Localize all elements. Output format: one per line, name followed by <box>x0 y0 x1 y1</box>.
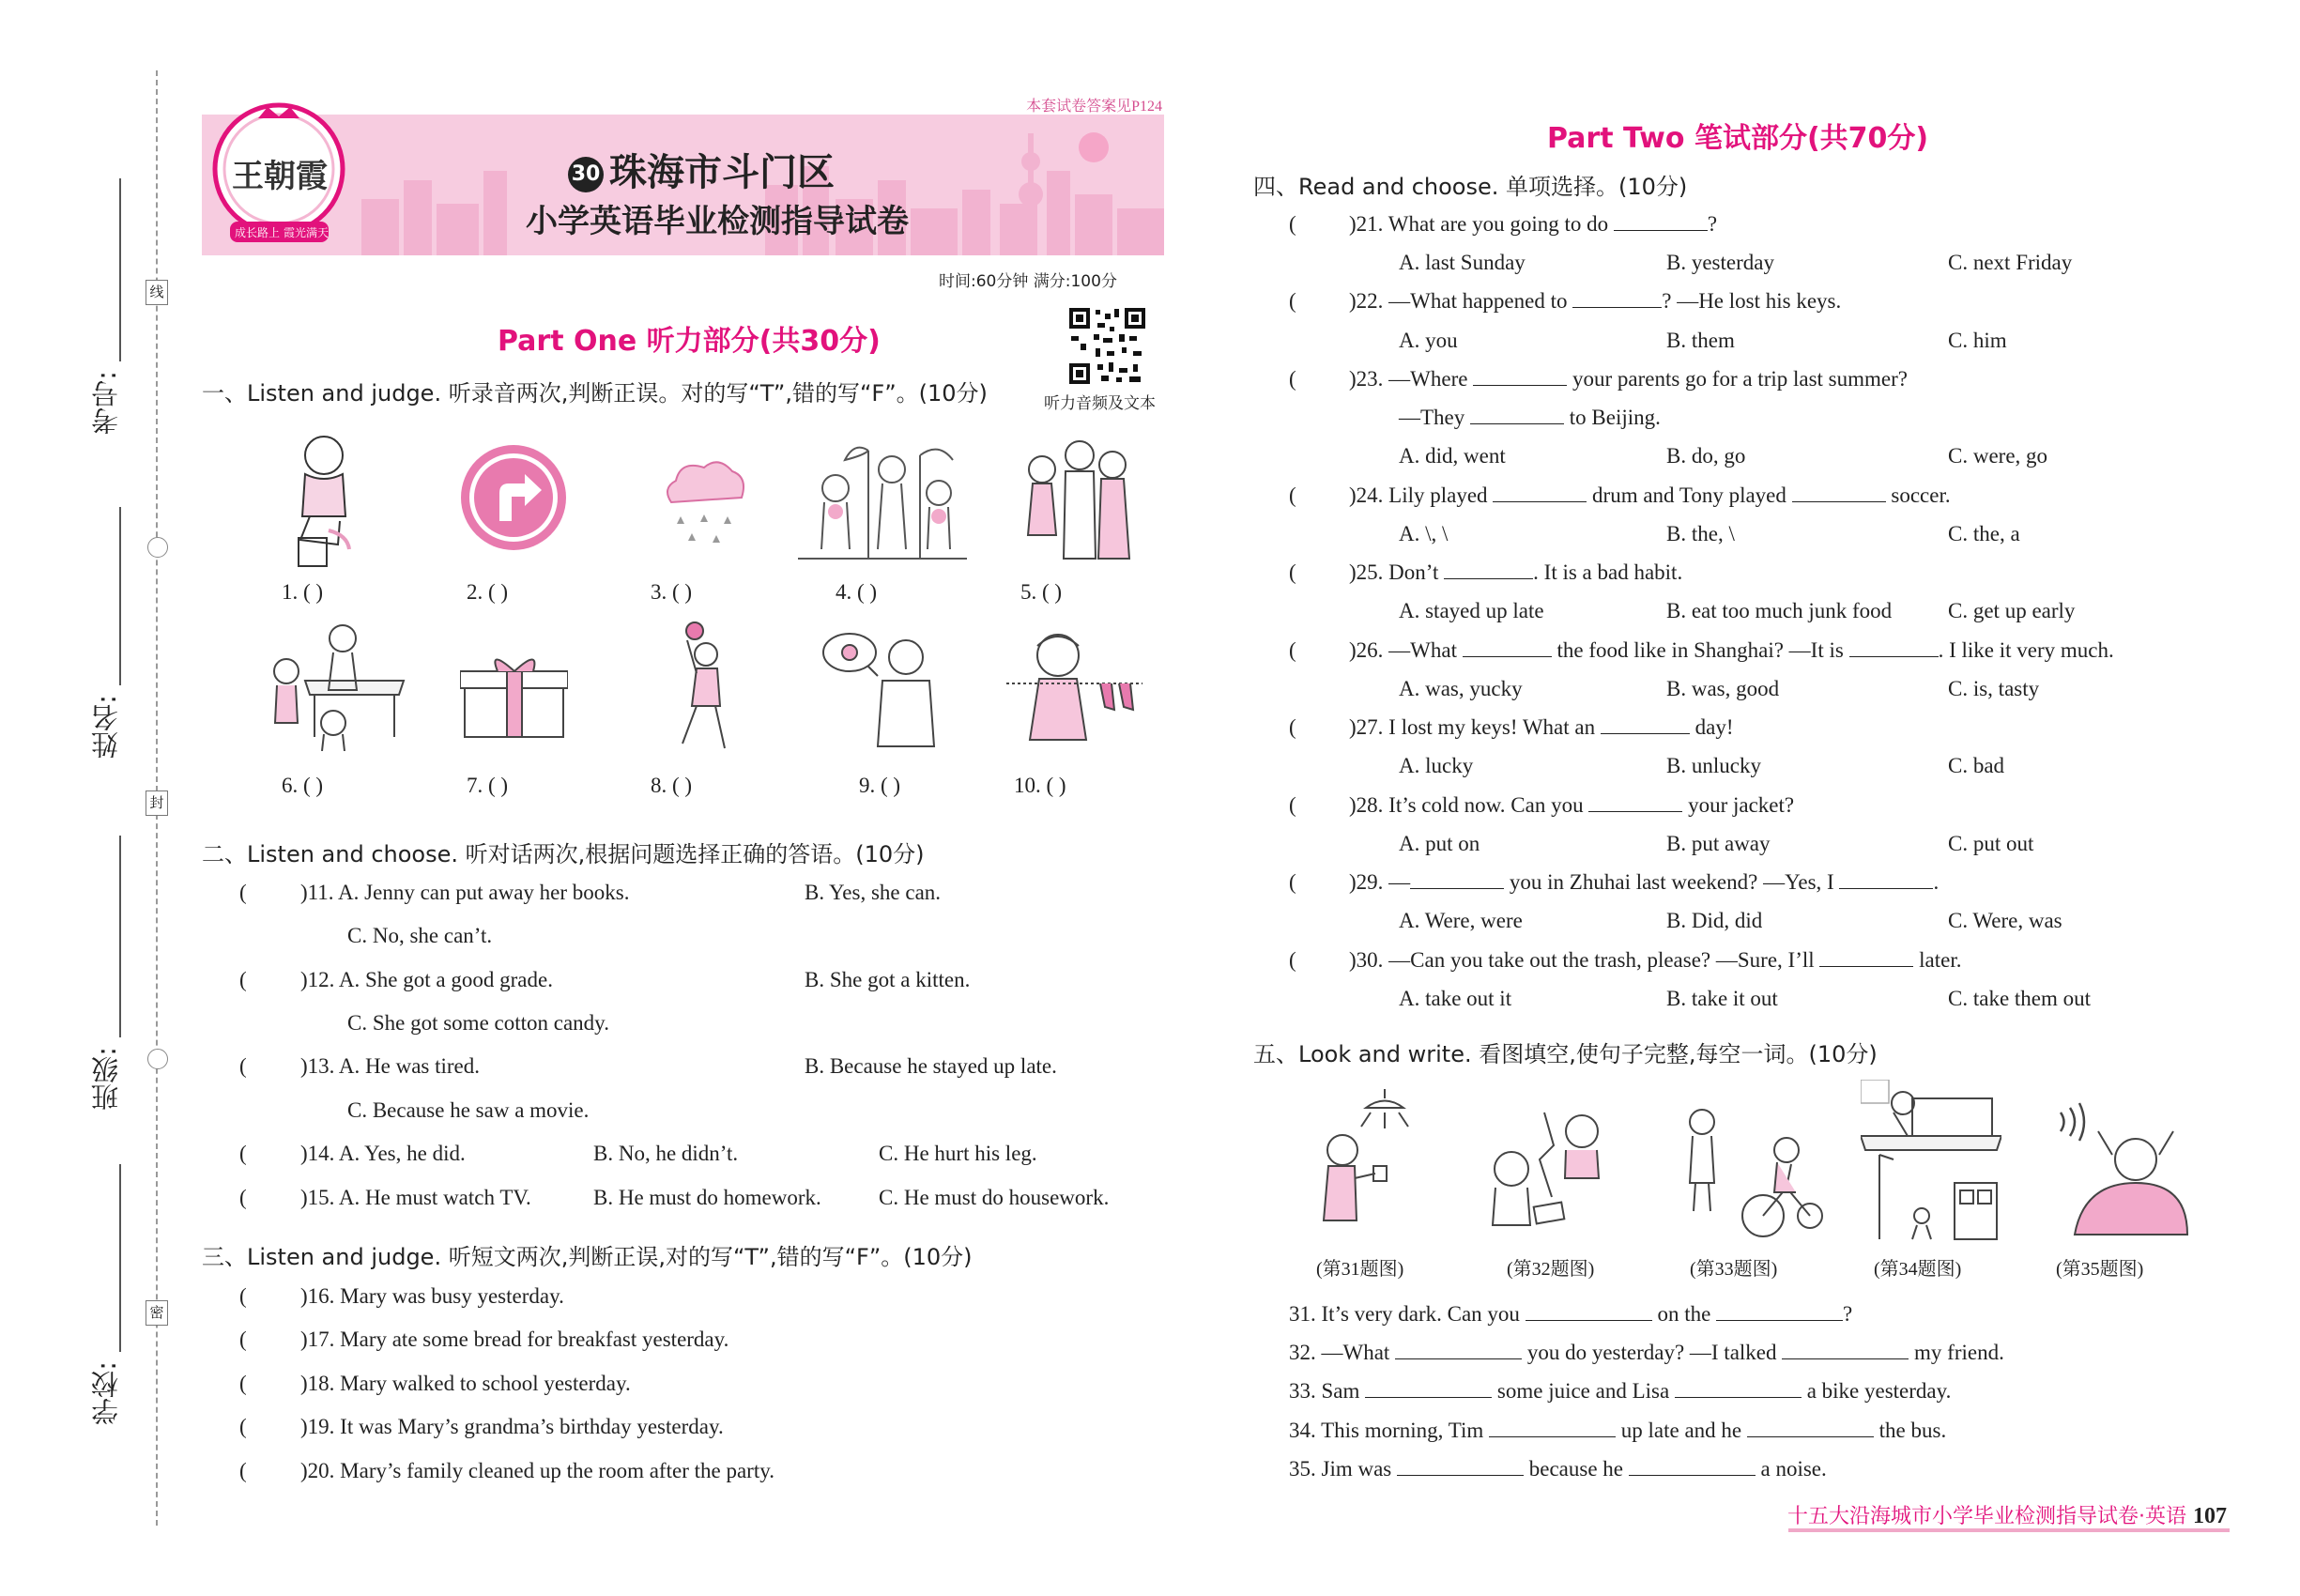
q23-paren[interactable]: ( <box>1289 367 1296 391</box>
q23-blank-2[interactable] <box>1470 406 1564 424</box>
children-planting-trees-picture <box>798 437 967 568</box>
binding-hole <box>147 537 168 558</box>
q21-stem: )21. What are you going to do ? <box>1349 212 1718 236</box>
q25-stem: )25. Don’t . It is a bad habit. <box>1349 560 1683 584</box>
caption-q35: (第35题图) <box>2056 1259 2144 1280</box>
school-label: 学校: <box>90 1361 122 1425</box>
brand-logo <box>211 101 347 252</box>
caption-q33: (第33题图) <box>1690 1259 1778 1280</box>
q33-blank-2[interactable] <box>1675 1379 1802 1398</box>
q28-stem: )28. It’s cold now. Can you your jacket? <box>1349 793 1795 817</box>
q15-option-b: B. He must do homework. <box>593 1186 821 1209</box>
q24-option-c: C. the, a <box>1948 522 2020 545</box>
kids-at-table-picture <box>268 620 408 751</box>
boy-late-bus-picture <box>1861 1080 2001 1244</box>
q24-stem: )24. Lily played drum and Tony played soccer. <box>1349 483 1951 507</box>
q11-option-c: C. No, she can’t. <box>347 924 493 947</box>
q27-paren[interactable]: ( <box>1289 715 1296 739</box>
q26-paren[interactable]: ( <box>1289 638 1296 662</box>
boy-basketball-picture <box>668 622 744 758</box>
q3-label: 3. ( ) <box>651 580 693 604</box>
q33-blank-1[interactable] <box>1365 1379 1492 1398</box>
time-info: 时间:60分钟 满分:100分 <box>939 272 1117 291</box>
q5-label: 5. ( ) <box>1020 580 1063 604</box>
class-label: 班级: <box>90 1047 122 1111</box>
q22-option-c: C. him <box>1948 329 2007 352</box>
footer-text: 十五大沿海城市小学毕业检测指导试卷·英语 <box>1787 1505 2186 1528</box>
q8-label: 8. ( ) <box>651 774 693 797</box>
q29-option-c: C. Were, was <box>1948 909 2062 932</box>
q25-paren[interactable]: ( <box>1289 560 1296 584</box>
q14-option-b: B. No, he didn’t. <box>593 1142 739 1165</box>
q12-option-c: C. She got some cotton candy. <box>347 1011 609 1035</box>
binding-mark-mi: 密 <box>146 1300 168 1326</box>
logo-text: 王朝霞 <box>232 158 328 195</box>
q20-paren[interactable]: ( <box>239 1459 247 1482</box>
q21-option-b: B. yesterday <box>1666 251 1774 274</box>
q14-paren[interactable]: ( <box>239 1142 247 1165</box>
q17-statement: )17. Mary ate some bread for breakfast yesterday. <box>300 1327 729 1351</box>
q28-blank[interactable] <box>1588 793 1682 812</box>
kids-on-phone-picture <box>1479 1103 1610 1239</box>
exam-number-badge: 30 <box>568 157 604 192</box>
section-4-title: 四、Read and choose. 单项选择。(10分) <box>1253 174 1688 200</box>
q24-blank-1[interactable] <box>1493 483 1587 502</box>
q11-option-a: )11. A. Jenny can put away her books. <box>300 881 630 904</box>
boy-scared-noise-picture <box>2056 1094 2192 1239</box>
q20-statement: )20. Mary’s family cleaned up the room after the party. <box>300 1459 774 1482</box>
q24-option-a: A. \, \ <box>1399 522 1449 545</box>
q12-option-a: )12. A. She got a good grade. <box>300 968 553 991</box>
caption-q32: (第32题图) <box>1507 1259 1595 1280</box>
q30-blank[interactable] <box>1819 948 1913 967</box>
q26-option-c: C. is, tasty <box>1948 677 2040 700</box>
q27-option-b: B. unlucky <box>1666 754 1761 777</box>
rain-cloud-picture <box>652 451 756 554</box>
q21-option-a: A. last Sunday <box>1399 251 1526 274</box>
q24-option-b: B. the, \ <box>1666 522 1735 545</box>
id-blank[interactable] <box>119 178 121 361</box>
q26-stem: )26. —What the food like in Shanghai? —It is . I like it very much. <box>1349 638 2114 662</box>
q23-blank-1[interactable] <box>1473 367 1567 386</box>
q32-sentence: 32. —What you do yesterday? —I talked my friend. <box>1289 1341 2004 1364</box>
q13-option-b: B. Because he stayed up late. <box>805 1054 1057 1078</box>
footer <box>1787 1500 2227 1529</box>
q22-option-b: B. them <box>1666 329 1735 352</box>
q33-sentence: 33. Sam some juice and Lisa a bike yesterday. <box>1289 1379 1952 1403</box>
binding-hole <box>147 1049 168 1069</box>
q7-label: 7. ( ) <box>467 774 509 797</box>
page-subtitle: 小学英语毕业检测指导试卷 <box>526 203 909 240</box>
q29-option-b: B. Did, did <box>1666 909 1763 932</box>
caption-q31: (第31题图) <box>1316 1259 1404 1280</box>
q16-paren[interactable]: ( <box>239 1284 247 1308</box>
q27-option-a: A. lucky <box>1399 754 1474 777</box>
q22-paren[interactable]: ( <box>1289 289 1296 313</box>
turn-right-sign-picture <box>457 441 570 554</box>
family-picture <box>1019 432 1136 568</box>
q14-option-c: C. He hurt his leg. <box>879 1142 1037 1165</box>
q23-line2: —They to Beijing. <box>1399 406 1661 429</box>
q23-option-a: A. did, went <box>1399 444 1506 468</box>
q24-paren[interactable]: ( <box>1289 483 1296 507</box>
q31-sentence: 31. It’s very dark. Can you on the ? <box>1289 1302 1853 1326</box>
qr-code[interactable] <box>1067 306 1147 386</box>
q29-blank-2[interactable] <box>1839 870 1933 889</box>
q17-paren[interactable]: ( <box>239 1327 247 1351</box>
q19-statement: )19. It was Mary’s grandma’s birthday yesterday. <box>300 1415 724 1438</box>
binding-mark-xian: 线 <box>146 280 168 305</box>
q34-sentence: 34. This morning, Tim up late and he the bus. <box>1289 1419 1947 1442</box>
q35-blank-1[interactable] <box>1397 1457 1524 1476</box>
girl-with-socks-picture <box>1006 627 1142 754</box>
q28-option-b: B. put away <box>1666 832 1771 855</box>
q13-option-a: )13. A. He was tired. <box>300 1054 481 1078</box>
q29-paren[interactable]: ( <box>1289 870 1296 894</box>
section-2-title: 二、Listen and choose. 听对话两次,根据问题选择正确的答语。(10分) <box>202 841 925 867</box>
part-one-title: Part One 听力部分(共30分) <box>498 325 881 358</box>
q27-blank[interactable] <box>1601 715 1690 734</box>
q23-option-b: B. do, go <box>1666 444 1746 468</box>
q19-paren[interactable]: ( <box>239 1415 247 1438</box>
q24-blank-2[interactable] <box>1792 483 1886 502</box>
q35-sentence: 35. Jim was because he a noise. <box>1289 1457 1827 1481</box>
q23-stem: )23. —Where your parents go for a trip last summer? <box>1349 367 1908 391</box>
q28-paren[interactable]: ( <box>1289 793 1296 817</box>
q26-option-a: A. was, yucky <box>1399 677 1523 700</box>
q29-option-a: A. Were, were <box>1399 909 1523 932</box>
q21-paren[interactable]: ( <box>1289 212 1296 236</box>
page-title: 珠海市斗门区 <box>609 151 835 194</box>
q22-option-a: A. you <box>1399 329 1458 352</box>
q30-paren[interactable]: ( <box>1289 948 1296 972</box>
part-two-title: Part Two 笔试部分(共70分) <box>1547 122 1929 155</box>
name-label: 姓名: <box>90 695 122 759</box>
q35-blank-2[interactable] <box>1629 1457 1756 1476</box>
q29-blank-1[interactable] <box>1410 870 1504 889</box>
q34-blank-1[interactable] <box>1489 1419 1616 1437</box>
girl-light-switch-picture <box>1310 1089 1418 1239</box>
q26-blank-1[interactable] <box>1463 638 1552 657</box>
q34-blank-2[interactable] <box>1747 1419 1874 1437</box>
man-thinking-picture <box>817 624 948 756</box>
section-1-title: 一、Listen and judge. 听录音两次,判断正误。对的写“T”,错的写“F”。(10分) <box>202 380 988 407</box>
logo-tag-2: 霞光满天 <box>284 226 330 239</box>
q2-label: 2. ( ) <box>467 580 509 604</box>
q22-blank[interactable] <box>1572 289 1662 308</box>
q15-option-c: C. He must do housework. <box>879 1186 1110 1209</box>
section-3-title: 三、Listen and judge. 听短文两次,判断正误,对的写“T”,错的写“F”。(10分) <box>202 1244 973 1270</box>
q15-option-a: )15. A. He must watch TV. <box>300 1186 531 1209</box>
qr-label: 听力音频及文本 <box>1044 394 1156 412</box>
caption-q34: (第34题图) <box>1874 1259 1962 1280</box>
q18-paren[interactable]: ( <box>239 1372 247 1395</box>
q30-stem: )30. —Can you take out the trash, please? —Sure, I’ll later. <box>1349 948 1962 972</box>
q26-option-b: B. was, good <box>1666 677 1780 700</box>
q4-label: 4. ( ) <box>836 580 878 604</box>
q27-stem: )27. I lost my keys! What an day! <box>1349 715 1734 739</box>
q14-option-a: )14. A. Yes, he did. <box>300 1142 466 1165</box>
q25-blank[interactable] <box>1444 560 1533 579</box>
logo-tag-1: 成长路上 <box>235 226 281 239</box>
boy-juice-girl-bike-picture <box>1679 1098 1824 1239</box>
q28-option-c: C. put out <box>1948 832 2034 855</box>
q27-option-c: C. bad <box>1948 754 2005 777</box>
q30-option-c: C. take them out <box>1948 987 2092 1010</box>
q25-option-c: C. get up early <box>1948 599 2076 622</box>
q32-blank-2[interactable] <box>1782 1341 1909 1359</box>
q21-option-c: C. next Friday <box>1948 251 2073 274</box>
q21-blank[interactable] <box>1614 212 1708 231</box>
q28-option-a: A. put on <box>1399 832 1480 855</box>
q1-label: 1. ( ) <box>282 580 324 604</box>
school-blank[interactable] <box>119 1164 121 1352</box>
q13-option-c: C. Because he saw a movie. <box>347 1098 590 1122</box>
q29-stem: )29. — you in Zhuhai last weekend? —Yes, I . <box>1349 870 1940 894</box>
q31-blank-1[interactable] <box>1526 1302 1652 1321</box>
binding-mark-feng: 封 <box>146 790 168 816</box>
q25-option-a: A. stayed up late <box>1399 599 1544 622</box>
q26-blank-2[interactable] <box>1849 638 1939 657</box>
q22-stem: )22. —What happened to ? —He lost his keys. <box>1349 289 1842 313</box>
name-blank[interactable] <box>119 507 121 685</box>
id-label: 考号: <box>90 371 122 435</box>
q12-paren[interactable]: ( <box>239 968 247 991</box>
q18-statement: )18. Mary walked to school yesterday. <box>300 1372 631 1395</box>
q13-paren[interactable]: ( <box>239 1054 247 1078</box>
q16-statement: )16. Mary was busy yesterday. <box>300 1284 564 1308</box>
q32-blank-1[interactable] <box>1395 1341 1522 1359</box>
gift-box-picture <box>460 648 568 742</box>
q11-option-b: B. Yes, she can. <box>805 881 942 904</box>
section-5-title: 五、Look and write. 看图填空,使句子完整,每空一词。(10分) <box>1253 1041 1878 1067</box>
page-number: 107 <box>2193 1504 2227 1528</box>
q30-option-a: A. take out it <box>1399 987 1512 1010</box>
q11-paren[interactable]: ( <box>239 881 247 904</box>
q25-option-b: B. eat too much junk food <box>1666 599 1893 622</box>
q31-blank-2[interactable] <box>1716 1302 1843 1321</box>
boy-hurt-leg-picture <box>282 427 371 568</box>
q10-label: 10. ( ) <box>1014 774 1066 797</box>
q15-paren[interactable]: ( <box>239 1186 247 1209</box>
answer-note: 本套试卷答案见P124 <box>1026 99 1162 115</box>
q9-label: 9. ( ) <box>859 774 901 797</box>
q23-option-c: C. were, go <box>1948 444 2048 468</box>
q6-label: 6. ( ) <box>282 774 324 797</box>
class-blank[interactable] <box>119 836 121 1037</box>
q30-option-b: B. take it out <box>1666 987 1778 1010</box>
q12-option-b: B. She got a kitten. <box>805 968 971 991</box>
